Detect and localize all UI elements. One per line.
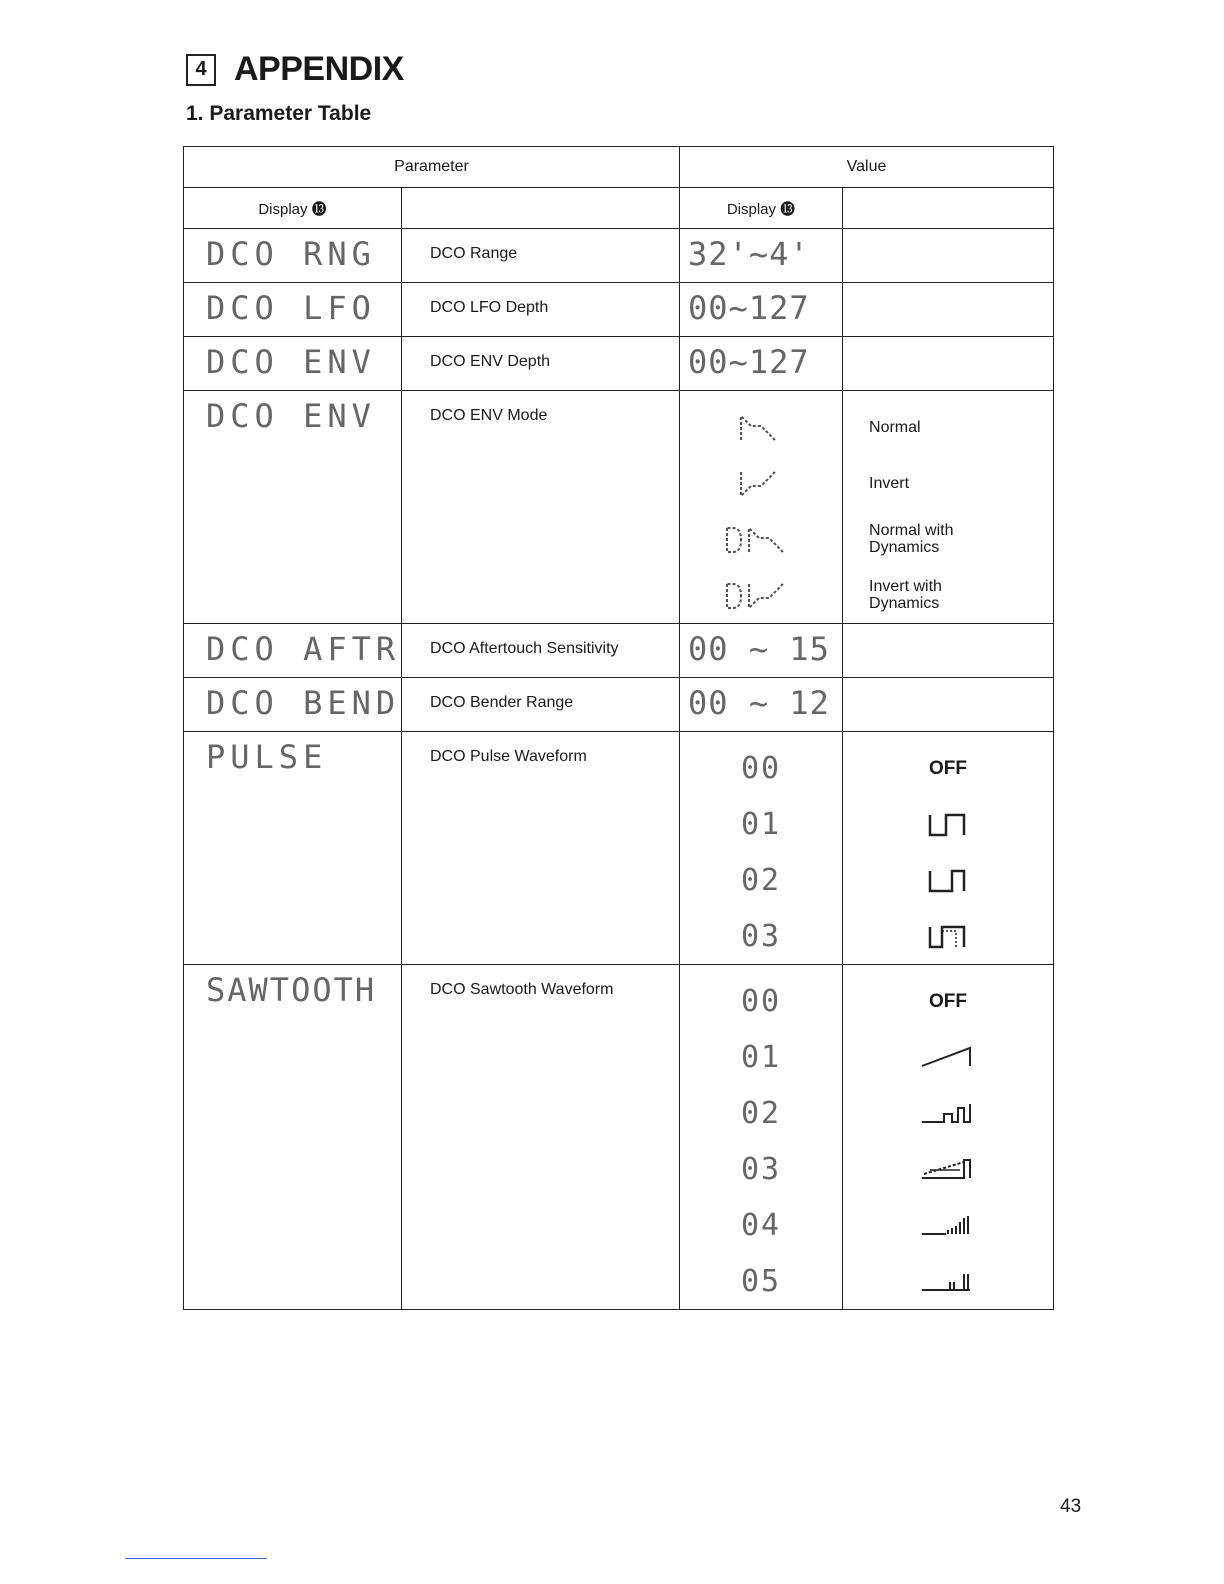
row-meaning (843, 337, 1054, 391)
row-value: 00 ~ 15 (680, 624, 843, 678)
normal-env-icon (731, 399, 791, 455)
meaning-text: Normal (869, 418, 921, 436)
saw-wave-3-icon (843, 1141, 1053, 1197)
normal-dyn-env-icon (723, 511, 799, 567)
row-name: DCO Aftertouch Sensitivity (402, 624, 680, 678)
table-row (184, 283, 1054, 337)
row-name: DCO Bender Range (402, 678, 680, 732)
row-value: 00 ~ 12 (680, 678, 843, 732)
row-name: DCO Sawtooth Waveform (402, 965, 680, 1310)
header-value: Value (680, 147, 1054, 188)
table-row (184, 732, 1054, 965)
table-title: 1. Parameter Table (186, 102, 372, 125)
saw-wave-4-icon (843, 1197, 1053, 1253)
table-row (184, 229, 1054, 283)
row-meaning (843, 624, 1054, 678)
option-code: 02 (740, 862, 782, 898)
subheader-blank (402, 188, 680, 229)
row-value-list (680, 732, 843, 965)
meaning-text: OFF (929, 990, 968, 1012)
row-value: 00~127 (680, 283, 843, 337)
saw-wave-1-icon (843, 1029, 1053, 1085)
table-row (184, 391, 1054, 624)
row-value: 32'~4' (680, 229, 843, 283)
option-code: 03 (740, 1151, 782, 1187)
row-meaning-list (843, 732, 1054, 965)
option-code: 03 (740, 918, 782, 954)
row-value-list (680, 391, 843, 624)
option-code: 01 (740, 1039, 782, 1075)
pulse-wave-1-icon (843, 796, 1053, 852)
header-parameter: Parameter (184, 147, 680, 188)
row-name: DCO Pulse Waveform (402, 732, 680, 965)
section-heading (186, 50, 404, 89)
row-display: DCO RNG (184, 229, 402, 283)
row-meaning-list (843, 391, 1054, 624)
parameter-table (183, 146, 1054, 1310)
table-row (184, 624, 1054, 678)
option-code: 05 (740, 1263, 782, 1299)
meaning-text: Normal with Dynamics (869, 522, 954, 556)
saw-wave-5-icon (843, 1253, 1053, 1309)
page-title: APPENDIX (234, 50, 404, 88)
row-display: SAWTOOTH (184, 965, 402, 1310)
row-meaning (843, 283, 1054, 337)
row-name: DCO LFO Depth (402, 283, 680, 337)
row-display: PULSE (184, 732, 402, 965)
invert-env-icon (731, 455, 791, 511)
row-value-list (680, 965, 843, 1310)
table-row (184, 965, 1054, 1310)
row-meaning-list (843, 965, 1054, 1310)
row-display: DCO ENV (184, 337, 402, 391)
row-display: DCO LFO (184, 283, 402, 337)
option-code: 04 (740, 1207, 782, 1243)
row-name: DCO ENV Mode (402, 391, 680, 624)
subheader-blank-2 (843, 188, 1054, 229)
meaning-text: Invert (869, 474, 910, 492)
subheader-display-left: Display ⓭ (184, 188, 402, 229)
row-display: DCO AFTR (184, 624, 402, 678)
page-number: 43 (1060, 1496, 1082, 1517)
footer-divider (125, 1558, 267, 1559)
subheader-display-right: Display ⓭ (680, 188, 843, 229)
meaning-text: Invert with Dynamics (869, 578, 942, 612)
pulse-wave-2-icon (843, 852, 1053, 908)
row-value: 00~127 (680, 337, 843, 391)
row-name: DCO ENV Depth (402, 337, 680, 391)
meaning-text: OFF (929, 757, 968, 779)
row-meaning (843, 229, 1054, 283)
option-code: 01 (740, 806, 782, 842)
pulse-wave-3-icon (843, 908, 1053, 964)
table-row (184, 678, 1054, 732)
row-display: DCO ENV (184, 391, 402, 624)
row-name: DCO Range (402, 229, 680, 283)
option-code: 00 (740, 983, 782, 1019)
invert-dyn-env-icon (723, 567, 799, 623)
option-code: 00 (740, 750, 782, 786)
option-code: 02 (740, 1095, 782, 1131)
row-display: DCO BEND (184, 678, 402, 732)
section-number: 4 (186, 54, 216, 86)
saw-wave-2-icon (843, 1085, 1053, 1141)
table-row (184, 337, 1054, 391)
row-meaning (843, 678, 1054, 732)
